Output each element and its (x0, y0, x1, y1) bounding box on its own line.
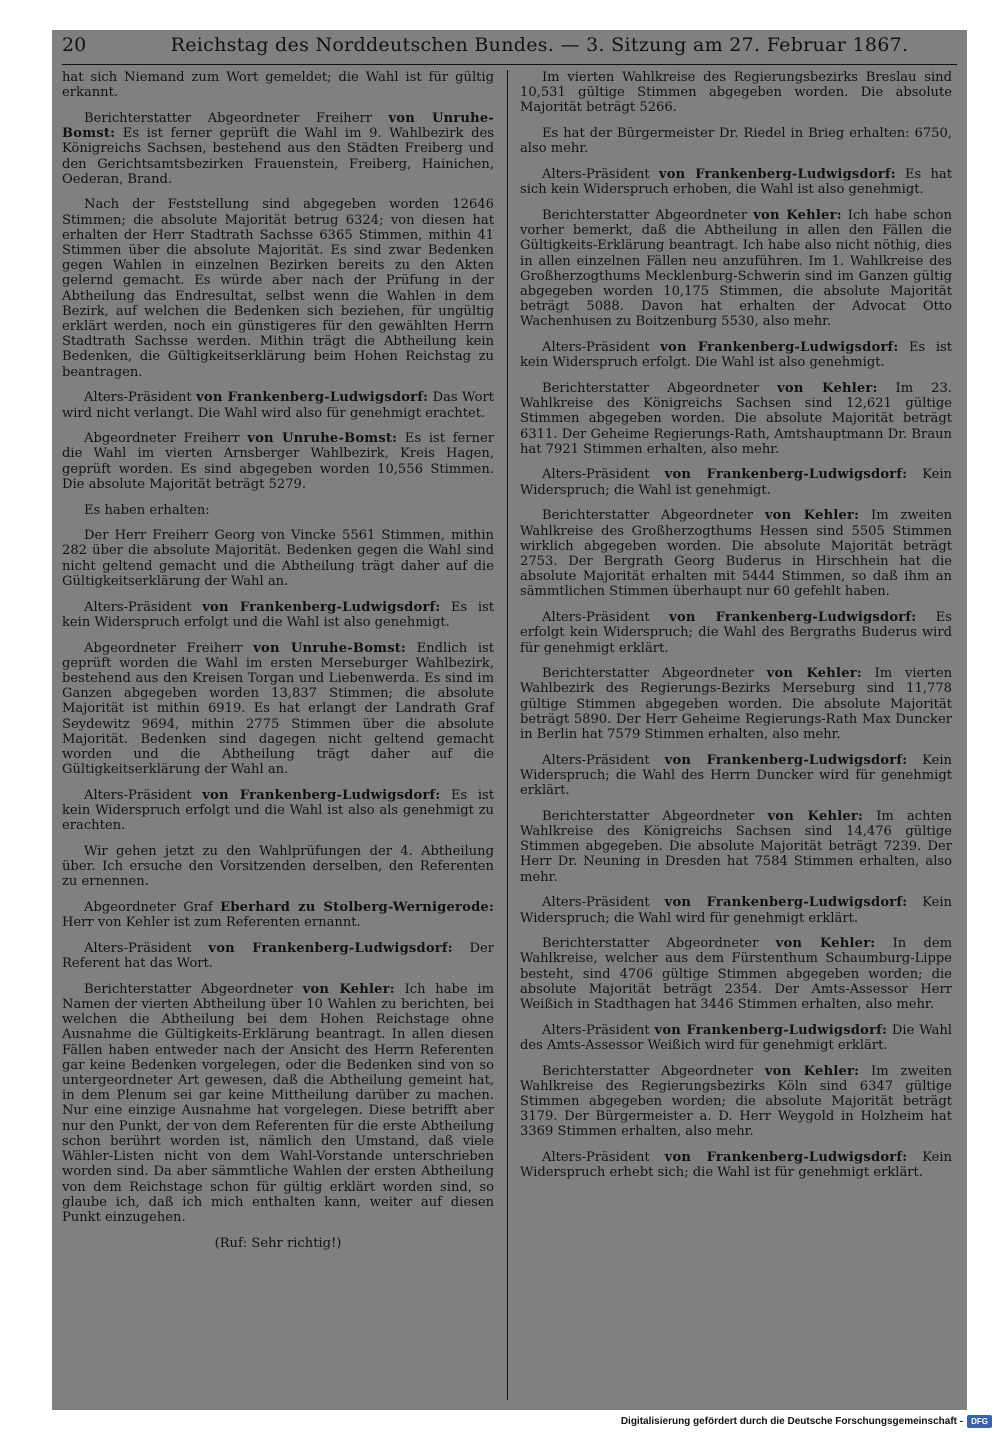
left-column (62, 70, 494, 1261)
speaker-role: Berichterstatter Abgeordneter (542, 666, 754, 682)
paragraph (520, 167, 952, 197)
paragraph (520, 70, 952, 116)
paragraph (520, 467, 952, 497)
paragraph (62, 503, 494, 518)
right-column (520, 70, 952, 1191)
paragraph (62, 788, 494, 834)
paragraph-text: Im zweiten Wahlkreise des Großherzogthums Hessen sind 5505 Stimmen wirklich abgegeben worden. Die absolute Majorität beträgt 2753. Der Bergrath Georg Buderus in Hirschhein hat die absolute Majorität erhalten mit 5444 Stimmen, so daß ihm an sämmtlichen Stimmen überhaupt nur 60 gefehlt haben. (520, 508, 952, 600)
speaker-name: von Frankenberg-Ludwigsdorf: (660, 340, 899, 356)
paragraph (520, 895, 952, 925)
paragraph (62, 111, 494, 187)
paragraph (62, 197, 494, 379)
speaker-role: Alters-Präsident (542, 167, 650, 183)
speaker-role: Alters-Präsident (84, 390, 192, 406)
paragraph (520, 1150, 952, 1180)
speaker-role: Abgeordneter Graf (84, 900, 213, 916)
speaker-role: Berichterstatter Abgeordneter (542, 508, 753, 524)
speaker-name: von Kehler: (764, 508, 860, 524)
speaker-name: von Kehler: (767, 808, 864, 824)
paragraph-text: Im zweiten Wahlkreise des Regierungsbezirks Köln sind 6347 gültige Stimmen abgegeben worden; die absolute Majorität beträgt 3179. Der Bürgermeister a. D. Herr Weygold in Holzheim hat 3369 Stimmen erhalten, also mehr. (520, 1063, 952, 1140)
speaker-role: Berichterstatter Abgeordneter (84, 981, 293, 997)
paragraph (62, 600, 494, 630)
paragraph (520, 936, 952, 1012)
speaker-name: von Unruhe-Bomst: (253, 640, 407, 656)
paragraph-text: Im achten Wahlkreise des Königreichs Sachsen sind 14,476 gültige Stimmen abgegeben. Die absolute Majorität beträgt 7239. Der Herr Dr. Neuning in Dresden hat 7584 Stimmen erhalten, also mehr. (520, 808, 952, 885)
paragraph (62, 70, 494, 100)
column-divider (507, 70, 508, 1400)
paragraph (62, 1236, 494, 1251)
speaker-name: von Kehler: (764, 1063, 860, 1079)
paragraph (520, 340, 952, 370)
paragraph-text: Es ist kein Widerspruch erfolgt und die Wahl ist also genehmigt. (62, 599, 494, 630)
paragraph-text: Kein Widerspruch erhebt sich; die Wahl ist für genehmigt erklärt. (520, 1150, 952, 1181)
paragraph (520, 126, 952, 156)
page-header (62, 34, 957, 65)
paragraph (520, 381, 952, 457)
speaker-name: von Frankenberg-Ludwigsdorf: (664, 467, 908, 483)
speaker-name: von Frankenberg-Ludwigsdorf: (664, 895, 908, 911)
speaker-role: Alters-Präsident (84, 599, 192, 615)
speaker-role: Berichterstatter Abgeordneter (542, 207, 748, 223)
footer (621, 1415, 992, 1428)
speaker-name: von Kehler: (775, 936, 876, 952)
paragraph (62, 641, 494, 778)
speaker-name: von Kehler: (302, 981, 395, 997)
paragraph-text: Herr von Kehler ist zum Referenten ernannt. (62, 915, 361, 931)
paragraph-text: Wir gehen jetzt zu den Wahlprüfungen der 4. Abtheilung über. Ich ersuche den Vorsitzenden derselben, den Referenten zu ernennen. (62, 843, 494, 890)
speaker-name: von Frankenberg-Ludwigsdorf: (208, 940, 453, 956)
paragraph-text: Nach der Feststellung sind abgegeben worden 12646 Stimmen; die absolute Majorität betrug 6324; von diesen hat erhalten der Herr Stadtrath Sachsse 6365 Stimmen, mithin 41 Stimmen über die absolute Majorität. Es sind zwar Bedenken gegen Wahlen in einzelnen Bezirken bereits zu den Akten gelernd gemacht. Es würde aber nach der Prüfung in der Abtheilung das Endresultat, selbst wenn die Wahlen in dem Bezirk, auf welchen die Bedenken sich beziehen, für ungültig erklärt werden, noch ein günstigeres für den gewählten Herrn Stadtrath Sachsse werden. Mithin trägt die Abtheilung kein Bedenken, die Gültigkeitserklärung beim Hohen Reichstag zu beantragen. (62, 197, 494, 380)
dfg-credit: Digitalisierung gefördert durch die Deutsche Forschungsgemeinschaft - (620, 1416, 964, 1427)
speaker-role: Alters-Präsident (84, 940, 192, 956)
speaker-role: Abgeordneter Freiherr (84, 640, 243, 656)
speaker-role: Alters-Präsident (542, 1022, 650, 1038)
paragraph-text: Kein Widerspruch; die Wahl des Herrn Duncker wird für genehmigt erklärt. (520, 752, 952, 799)
speaker-name: von Frankenberg-Ludwigsdorf: (658, 167, 896, 183)
paragraph (520, 508, 952, 599)
paragraph-text: (Ruf: Sehr richtig!) (214, 1235, 342, 1251)
paragraph (62, 941, 494, 971)
newspaper-page (52, 30, 967, 1410)
paragraph-text: Es ist kein Widerspruch erfolgt und die Wahl ist also als genehmigt zu erachten. (62, 787, 494, 834)
speaker-role: Abgeordneter Freiherr (84, 431, 240, 447)
speaker-role: Berichterstatter Abgeordneter (542, 936, 759, 952)
paragraph-text: Die Wahl des Amts-Assessor Weißich wird für genehmigt erklärt. (520, 1022, 952, 1053)
paragraph-text: Es hat der Bürgermeister Dr. Riedel in Brieg erhalten: 6750, also mehr. (520, 126, 952, 157)
running-title: Reichstag des Norddeutschen Bundes. — 3. Sitzung am 27. Februar 1867. (170, 34, 909, 56)
paragraph-text: Kein Widerspruch; die Wahl ist genehmigt. (520, 467, 952, 498)
speaker-role: Alters-Präsident (542, 895, 650, 911)
speaker-name: von Frankenberg-Ludwigsdorf: (196, 390, 429, 406)
paragraph (62, 982, 494, 1225)
paragraph-text: Es ist kein Widerspruch erfolgt. Die Wahl ist also genehmigt. (520, 340, 952, 371)
speaker-name: von Unruhe-Bomst: (247, 431, 398, 447)
paragraph (520, 666, 952, 742)
paragraph (62, 844, 494, 890)
paragraph-text: Ich habe schon vorher bemerkt, daß die Abtheilung in allen den Fällen die Gültigkeits-Erklärung beantragt. Ich habe also nicht nöthig, dies in allen einzelnen Fällen neu anzuführen. Im 1. Wahlkreise des Großherzogthums Mecklenburg-Schwerin sind im Ganzen gültig abgegeben worden 10,175 Stimmen, die absolute Majorität beträgt 5088. Davon hat erhalten der Advocat Otto Wachenhusen zu Boitzenburg 5530, also mehr. (520, 207, 952, 330)
paragraph-text: Im vierten Wahlbezirk des Regierungs-Bezirks Merseburg sind 11,778 gültige Stimmen abgegeben worden. Die absolute Majorität beträgt 5890. Der Herr Geheime Regierungs-Rath Max Duncker in Berlin hat 7579 Stimmen erhalten, also mehr. (520, 666, 953, 743)
speaker-role: Alters-Präsident (542, 467, 650, 483)
paragraph-text: Das Wort wird nicht verlangt. Die Wahl wird also für genehmigt erachtet. (62, 390, 494, 421)
speaker-name: von Frankenberg-Ludwigsdorf: (664, 752, 908, 768)
speaker-role: Berichterstatter Abgeordneter (542, 380, 760, 396)
paragraph-text: Kein Widerspruch; die Wahl wird für genehmigt erklärt. (520, 895, 952, 926)
speaker-name: von Frankenberg-Ludwigsdorf: (664, 1150, 908, 1166)
speaker-role: Berichterstatter Abgeordneter Freiherr (84, 110, 372, 126)
paragraph-text: Es ist ferner geprüft die Wahl im 9. Wahlbezirk des Königreichs Sachsen, bestehend aus den Städten Freiberg und den Gerichtsamtsbezirken Frauenstein, Freiberg, Hainichen, Oederan, Brand. (62, 126, 494, 187)
speaker-name: von Kehler: (777, 380, 878, 396)
speaker-role: Alters-Präsident (542, 340, 650, 356)
speaker-name: von Frankenberg-Ludwigsdorf: (669, 610, 917, 626)
paragraph-text: Im 23. Wahlkreise des Königreichs Sachsen sind 12,621 gültige Stimmen abgegeben worden. Die absolute Majorität beträgt 6311. Der Geheime Regierungs-Rath, Amtshauptmann Dr. Braun hat 7921 Stimmen erhalten, also mehr. (520, 380, 952, 457)
page-number: 20 (62, 34, 87, 56)
speaker-name: von Kehler: (753, 207, 842, 223)
paragraph-text: Es ist ferner die Wahl im vierten Arnsberger Wahlbezirk, Kreis Hagen, geprüft worden. Es sind abgegeben worden 10,556 Stimmen. Die absolute Majorität beträgt 5279. (62, 431, 494, 492)
paragraph (520, 753, 952, 799)
paragraph (62, 900, 494, 930)
speaker-name: von Unruhe-Bomst: (62, 110, 494, 142)
speaker-role: Alters-Präsident (542, 610, 650, 626)
paragraph-text: Endlich ist geprüft worden die Wahl im ersten Merseburger Wahlbezirk, bestehend aus den Kreisen Torgan und Liebenwerda. Es sind im Ganzen abgegeben worden 13,837 Stimmen; die absolute Majorität ist mithin 6919. Es hat erlangt der Landrath Graf Seydewitz 9694, mithin 2775 Stimmen über die absolute Majorität. Bedenken sind dagegen nicht geltend gemacht worden und die Abtheilung trägt daher auf die Gültigkeitserklärung der Wahl an. (62, 640, 494, 778)
paragraph (520, 1023, 952, 1053)
speaker-role: Berichterstatter Abgeordneter (542, 1063, 753, 1079)
paragraph-text: In dem Wahlkreise, welcher aus dem Fürstenthum Schaumburg-Lippe besteht, sind 4706 gültige Stimmen abgegeben worden; die absolute Majorität beträgt 2354. Der Amts-Assessor Herr Weißich in Stadthagen hat 3446 Stimmen erhalten, also mehr. (520, 936, 953, 1013)
paragraph-text: Es erfolgt kein Widerspruch; die Wahl des Bergraths Buderus wird für genehmigt erklärt. (520, 610, 952, 656)
paragraph (520, 610, 952, 656)
paragraph (62, 528, 494, 589)
paragraph-text: Der Referent hat das Wort. (62, 940, 494, 972)
paragraph-text: Der Herr Freiherr Georg von Vincke 5561 Stimmen, mithin 282 über die absolute Majorität. Bedenken gegen die Wahl sind nicht geltend gemacht und die Abtheilung trägt daher auf die Gültigkeitserklärung der Wahl an. (62, 528, 494, 589)
paragraph (520, 208, 952, 330)
speaker-name: von Frankenberg-Ludwigsdorf: (202, 787, 441, 803)
paragraph (520, 809, 952, 885)
speaker-name: Eberhard zu Stolberg-Wernigerode: (220, 900, 494, 916)
paragraph-text: Im vierten Wahlkreise des Regierungsbezirks Breslau sind 10,531 gültige Stimmen abgegeben worden. Die absolute Majorität beträgt 5266. (520, 70, 952, 116)
speaker-name: von Kehler: (766, 666, 862, 682)
paragraph (520, 1064, 952, 1140)
paragraph (62, 431, 494, 492)
dfg-logo-icon: DFG (967, 1415, 992, 1428)
speaker-role: Alters-Präsident (542, 752, 650, 768)
paragraph-text: Ich habe im Namen der vierten Abtheilung über 10 Wahlen zu berichten, bei welchen die Abtheilung bei dem Hohen Reichstage ohne Ausnahme die Gültigkeits-Erklärung beantragt. In allen diesen Fällen haben entweder nach der Ansicht des Herrn Referenten gar keine Bedenken vorgelegen, oder die Bedenken sind von so untergeordneter Art gewesen, daß die Abtheilung gemeint hat, in dem Plenum sei gar keine Mittheilung darüber zu machen. Nur eine einzige Ausnahme hat vorgelegen. Diese betrifft aber nur den Punkt, der von dem Referenten für die erste Abtheilung schon berührt worden ist, nämlich den Umstand, daß viele Wähler-Listen nicht von dem Wahl-Vorstande unterschrieben worden sind. Da aber sämmtliche Wahlen der ersten Abtheilung von dem Reichstage schon für gültig erklärt worden sind, so glaube ich, daß ich mich enthalten kann, weiter auf diesen Punkt einzugehen. (62, 981, 495, 1225)
paragraph-text: hat sich Niemand zum Wort gemeldet; die Wahl ist für gültig erkannt. (62, 70, 494, 101)
speaker-role: Alters-Präsident (542, 1150, 650, 1166)
speaker-role: Alters-Präsident (84, 787, 192, 803)
paragraph-text: Es haben erhalten: (84, 502, 210, 518)
paragraph (62, 390, 494, 420)
paragraph-text: Es hat sich kein Widerspruch erhoben, die Wahl ist also genehmigt. (520, 167, 952, 198)
speaker-name: von Frankenberg-Ludwigsdorf: (202, 599, 441, 615)
speaker-role: Berichterstatter Abgeordneter (542, 808, 755, 824)
speaker-name: von Frankenberg-Ludwigsdorf: (654, 1022, 888, 1038)
